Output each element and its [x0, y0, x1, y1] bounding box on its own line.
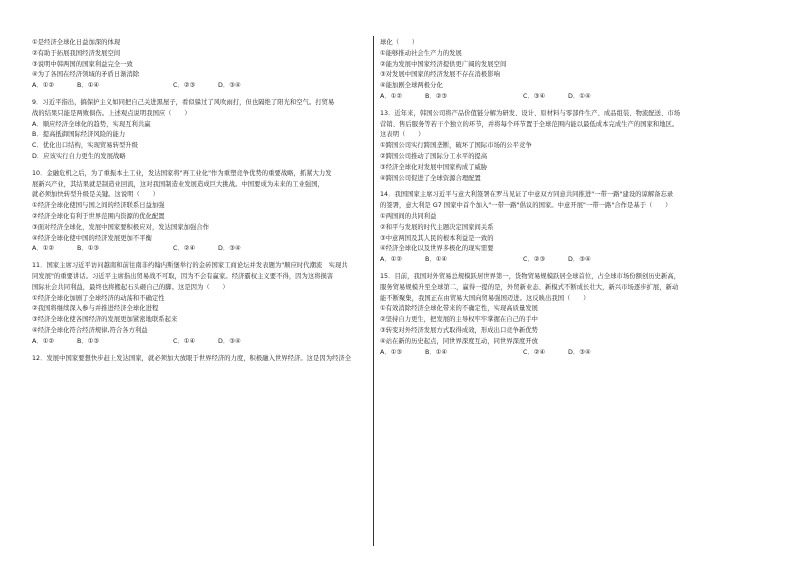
option-a: A．①③ — [380, 348, 403, 356]
column-divider — [373, 36, 374, 546]
text-line: 12．发展中国家要想快步赶上发达国家，就必须加大放眼于世界经济的力度，积极融入世界经济。这是因为经济全 — [32, 354, 352, 362]
option-a: A．①② — [380, 256, 403, 264]
option-d: D．③④ — [218, 245, 241, 253]
text-line: 9．习近平指出，搞保护主义如同把自己关进黑屋子，看似躲过了风吹雨打，但也隔绝了阳光和空气。打贸易 — [32, 98, 335, 106]
text-line: ①经济全球化加剧了全球经济的动荡和不确定性 — [32, 294, 165, 302]
option-c: C．①④ — [173, 337, 196, 345]
option-c: C．③④ — [523, 92, 546, 100]
text-line: 的签署，意大利是 G7 国家中首个加入"一带一路"倡议的国家。中意开展"一带一路"合作是基于（ ） — [380, 202, 672, 210]
option-b: B．②③ — [425, 92, 448, 100]
text-line: 10．金融危机之后，为了重振本土工业，发达国家将"再工业化"作为重塑竞争优势的重要战略，抓紧大力发 — [32, 169, 332, 177]
text-line: ④能加剧全球两极分化 — [380, 82, 443, 90]
option-a: A．①② — [32, 82, 55, 90]
text-line: 服务贸易规模升至全球第二，赢得一提的是，外贸新业态、新模式不断成长壮大，新兴市场逐步扩展，新动 — [380, 283, 679, 291]
text-line: ②坚持自力更生，把发展的主导权牢牢掌握在自己的手中 — [380, 316, 539, 324]
text-line: 这表明（ ） — [380, 131, 425, 139]
option-c: C．②③ — [173, 82, 196, 90]
answer-options — [32, 337, 368, 348]
text-line: 战的结果只能是两败俱伤。上述观点说明我国应（ ） — [32, 109, 191, 117]
text-line: 展新兴产业，其结果就是制造业回流，这对我国制造业发展造成巨大挑战。中国要成为未来的工业强国， — [32, 180, 324, 188]
text-line: 14．我国国家主席习近平与意大利签署在罗马见证了中意双方同意共同推进"一带一路"建设的谅解备忘录 — [380, 191, 674, 199]
text-line: ③经济全球化使各国经济的发展更加紧密地联系起来 — [32, 316, 178, 324]
text-line: ②经济全球化有利于世界范围内资源的优化配置 — [32, 212, 165, 220]
text-line: ④为了各国在经济领域的矛盾日渐消除 — [32, 71, 140, 79]
text-line: 球化（ ） — [380, 39, 419, 46]
text-line: 国际社会共同利益，最终也将搬起石头砸自己的脚。这是因为（ ） — [32, 283, 229, 291]
option-a: A．①② — [380, 92, 403, 100]
option-d: D．③④ — [218, 82, 241, 90]
text-line: A．顺应经济全球化的趋势，实现互利共赢 — [32, 120, 151, 128]
text-line: ③说明中韩两国的国家利益完全一致 — [32, 60, 133, 68]
text-line: ②我国将继续深入参与并推进经济全球化进程 — [32, 305, 159, 313]
option-a: A．①② — [32, 245, 55, 253]
right-column — [380, 38, 766, 358]
text-line: ①经济全球化使国与国之间的经济联系日益加强 — [32, 202, 165, 210]
text-line: ③转变对外经济发展方式取得成效，形成出口竞争新优势 — [380, 326, 539, 334]
text-line: ②有助于拓展我国经济发展空间 — [32, 49, 121, 57]
text-line: 11．国家主席习近平访问越南和前往南非约翰内斯堡举行的金砖国家工商论坛并发表题为"顺应时代潮流 实现共 — [32, 262, 348, 270]
option-a: A．①② — [32, 337, 55, 345]
text-line: ③面对经济全球化，发展中国家要积极应对，发达国家加强合作 — [32, 223, 210, 231]
answer-options — [32, 244, 368, 255]
text-line: ④经济全球化使中国的经济发展更加不平衡 — [32, 234, 152, 242]
text-line: 营销、售后服务等若干个独立的环节，并将每个环节置于全球范围内能以最低成本完成生产的国家和地区。 — [380, 120, 679, 128]
text-line: ②和平与发展的时代主题决定国家间关系 — [380, 223, 494, 231]
option-d: D．③④ — [218, 337, 241, 345]
text-line: 就必须加快转型升级是关键。这说明（ ） — [32, 191, 159, 199]
text-line: ③对发展中国家的经济发展不存在消极影响 — [380, 71, 500, 79]
text-line: C．优化出口结构，实现贸易转型升级 — [32, 142, 138, 150]
left-column — [32, 38, 368, 364]
answer-options — [380, 255, 766, 266]
option-c: C．②④ — [523, 348, 546, 356]
text-line: B．提高抵御国际经济风险的能力 — [32, 131, 126, 139]
text-line: ①两国间的共同利益 — [380, 212, 437, 220]
option-c: C．②③ — [523, 256, 546, 264]
text-line: ②能为发展中国家经济提供更广阔的发展空间 — [380, 60, 507, 68]
text-line: 13．近年来，韩国公司将产品价值链分解为研发、设计、原材料与零部件生产、成品组装、物流配送、市场 — [380, 109, 681, 117]
text-line: ④站在新的历史起点，同世界深度互动，同世界深度开放 — [380, 337, 539, 345]
option-b: B．①④ — [77, 82, 100, 90]
text-line: ④跨国公司促进了全球资源合理配置 — [380, 174, 481, 182]
answer-options — [380, 92, 766, 103]
text-line: ③经济全球化对发展中国家构成了威胁 — [380, 163, 488, 171]
option-b: B．①④ — [425, 256, 448, 264]
option-d: D．③④ — [568, 348, 591, 356]
option-b: B．①③ — [77, 245, 100, 253]
option-d: D．①④ — [568, 92, 591, 100]
text-line: ③中意两国及其人民的根本利益是一致的 — [380, 234, 494, 242]
text-line: 15．目前，我国对外贸易总规模跃居世界第一，货物贸易规模跃居全球首位，占全球市场份额创历史新高， — [380, 272, 681, 280]
text-line: 能不断聚集，我国正在由贸易大国向贸易强国迈进。这反映出我国（ ） — [380, 294, 590, 302]
text-line: ①能够推动社会生产力的发展 — [380, 49, 462, 57]
option-d: D．③④ — [568, 256, 591, 264]
text-line: D．应该实行自力更生的发展战略 — [32, 152, 126, 160]
answer-options — [32, 81, 368, 92]
text-line: ①跨国公司实行跨国垄断，破坏了国际市场的公平竞争 — [380, 142, 532, 150]
option-b: B．①④ — [425, 348, 448, 356]
option-b: B．①③ — [77, 337, 100, 345]
text-line: ②跨国公司推动了国际分工水平的提高 — [380, 152, 488, 160]
text-line: ④经济全球化以及世界多极化的现实需要 — [380, 245, 494, 253]
text-line: 同发展"的重要讲话。习近平主席指出贸易战不可取，因为不会有赢家。经济霸权主义要不得，因为这将损害 — [32, 272, 334, 280]
answer-options — [380, 348, 766, 359]
text-line: ④经济全球化符合经济规律,符合各方利益 — [32, 326, 148, 334]
text-line: ①是经济全球化日益加深的体现 — [32, 39, 121, 46]
option-c: C．②④ — [173, 245, 196, 253]
text-line: ①有效消除经济全球化带来的不确定性，实现高质量发展 — [380, 305, 539, 313]
